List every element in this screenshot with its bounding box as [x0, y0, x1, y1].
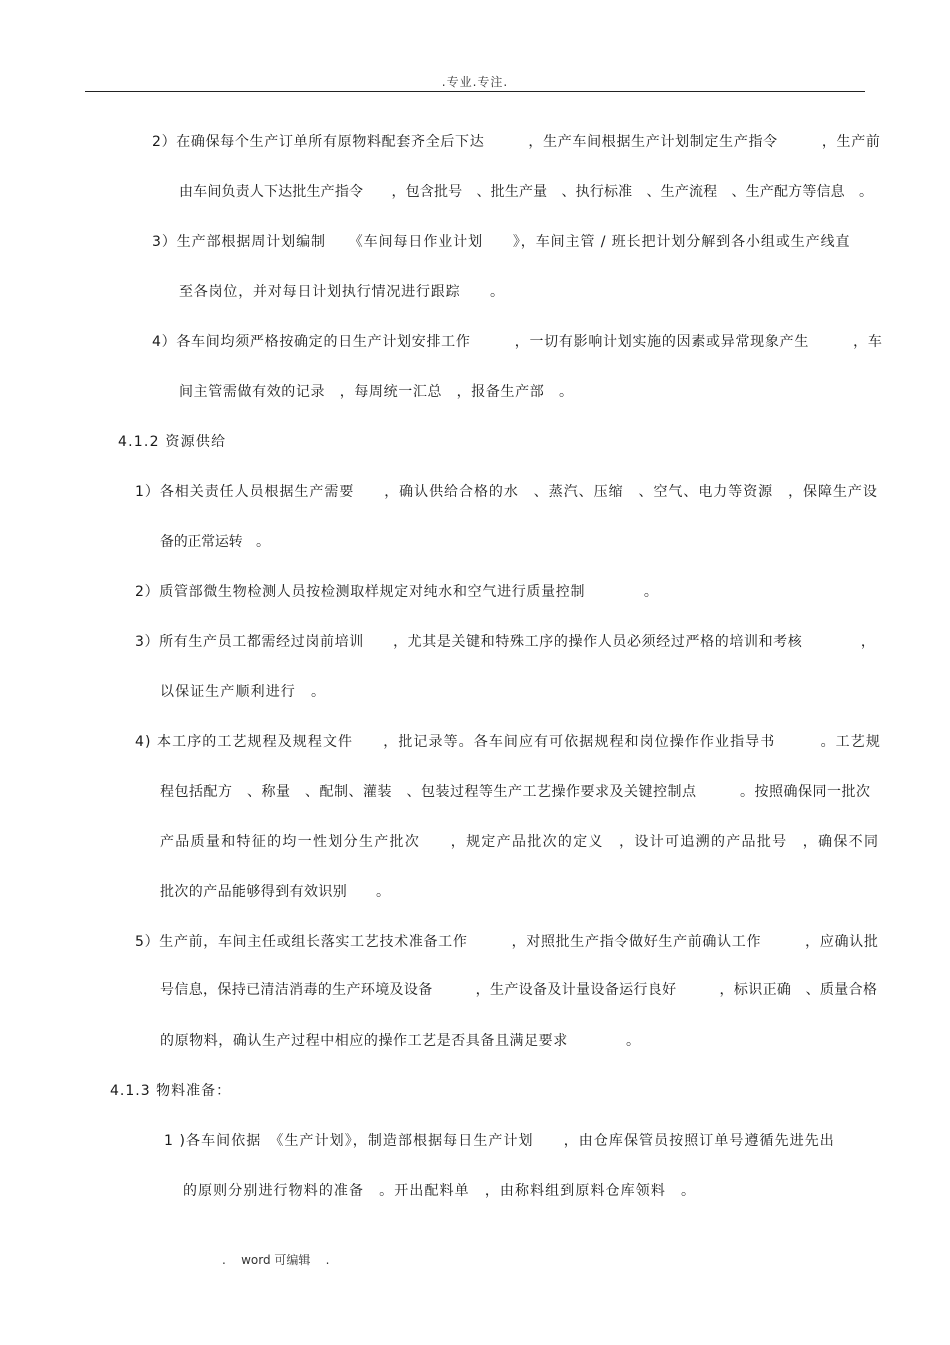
line-16: 批次的产品能够得到有效识别 。 — [160, 884, 391, 900]
section-heading-4-1-2: 4.1.2 资源供给 — [118, 434, 227, 450]
line-11: 3）所有生产员工都需经过岗前培训 ，尤其是关键和特殊工序的操作人员必须经过严格的培训和考核 ， — [135, 634, 876, 650]
header-divider — [85, 91, 865, 92]
line-14: 程包括配方 、称量 、配制、灌装 、包装过程等生产工艺操作要求及关键控制点 。按照确保同一批次 — [160, 784, 871, 800]
page-footer: . word 可编辑 . — [222, 1253, 330, 1267]
line-5: 4）各车间均须严格按确定的日生产计划安排工作 ，一切有影响计划实施的因素或异常现象产生 ，车 — [152, 334, 883, 350]
line-2: 由车间负责人下达批生产指令 ，包含批号 、批生产量 、执行标准 、生产流程 、生产配方等信息 。 — [179, 184, 874, 200]
line-15: 产品质量和特征的均一性划分生产批次 ，规定产品批次的定义 ，设计可追溯的产品批号 ，确保不同 — [160, 834, 880, 850]
line-19: 的原物料，确认生产过程中相应的操作工艺是否具备且满足要求 。 — [160, 1033, 641, 1049]
section-heading-4-1-3: 4.1.3 物料准备： — [110, 1083, 232, 1099]
line-4: 至各岗位，并对每日计划执行情况进行跟踪 。 — [179, 284, 505, 300]
line-22: 的原则分别进行物料的准备 。开出配料单 ，由称料组到原料仓库领料 。 — [183, 1183, 697, 1199]
line-1: 2）在确保每个生产订单所有原物料配套齐全后下达 ，生产车间根据生产计划制定生产指令 ，生产前 — [152, 134, 881, 150]
line-8: 1）各相关责任人员根据生产需要 ，确认供给合格的水 、蒸汽、压缩 、空气、电力等资源 ，保障生产设 — [135, 484, 878, 500]
line-13: 4) 本工序的工艺规程及规程文件 ，批记录等。各车间应有可依据规程和岗位操作作业指导书 。工艺规 — [135, 734, 881, 750]
line-17: 5）生产前，车间主任或组长落实工艺技术准备工作 ，对照批生产指令做好生产前确认工作 ，应确认批 — [135, 934, 879, 950]
page-header: .专业.专注. — [441, 75, 509, 89]
line-6: 间主管需做有效的记录 ，每周统一汇总 ，报备生产部 。 — [179, 384, 574, 400]
line-9: 备的正常运转 。 — [160, 534, 270, 550]
line-18: 号信息，保持已清洁消毒的生产环境及设备 ，生产设备及计量设备运行良好 ，标识正确 、质量合格 — [160, 982, 878, 998]
line-10: 2）质管部微生物检测人员按检测取样规定对纯水和空气进行质量控制 。 — [135, 584, 659, 600]
line-12: 以保证生产顺利进行 。 — [160, 684, 327, 700]
line-3: 3）生产部根据周计划编制 《车间每日作业计划 》，车间主管 / 班长把计划分解到各小组或生产线直 — [152, 234, 851, 250]
line-21: 1 )各车间依据 《生产计划》，制造部根据每日生产计划 ，由仓库保管员按照订单号遵循先进先出 — [164, 1133, 835, 1149]
